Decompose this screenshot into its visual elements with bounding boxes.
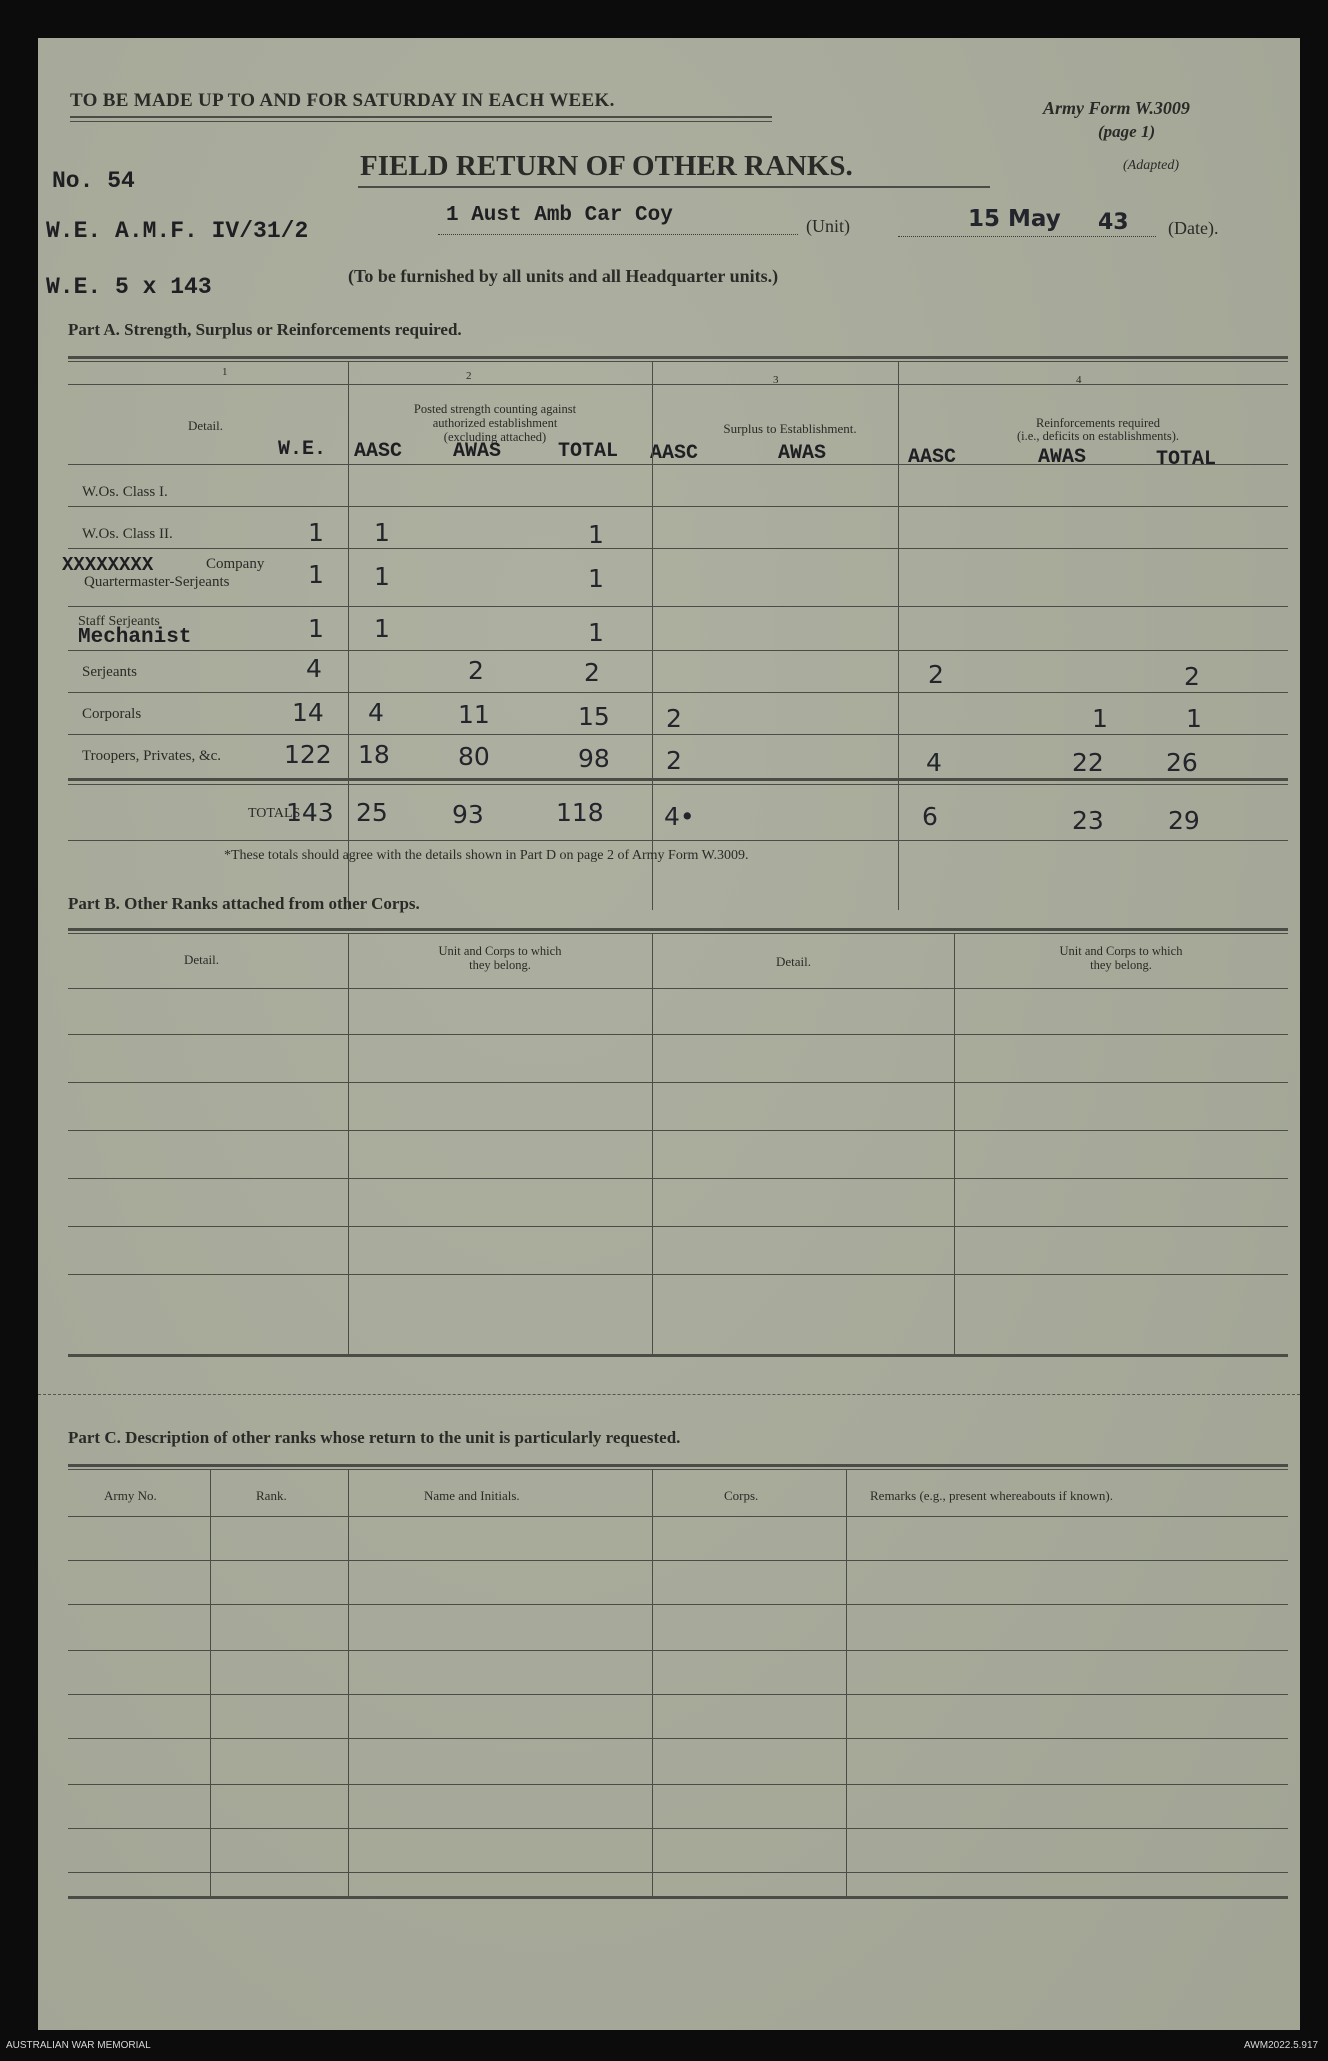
- serjeants-reinf-total: 2: [1184, 662, 1200, 691]
- form-page-label: (page 1): [1098, 122, 1156, 141]
- part-c-col-rank: Rank.: [256, 1488, 287, 1503]
- col-number-4: 4: [1076, 374, 1082, 386]
- unit-label: (Unit): [806, 216, 850, 236]
- troopers-reinf-awas: 22: [1072, 748, 1104, 777]
- header-posted-3: (excluding attached): [443, 430, 547, 444]
- part-c-vline-1: [210, 1470, 211, 1898]
- corporals-reinf-total: 1: [1186, 704, 1202, 733]
- col-number-rule: [68, 384, 1288, 385]
- header-detail: Detail.: [188, 418, 224, 433]
- totals-reinf-aasc: 6: [922, 802, 938, 831]
- row-label-strike: XXXXXXXX: [62, 554, 154, 576]
- totals-posted-awas: 93: [452, 800, 484, 829]
- row-label-troopers: Troopers, Privates, &c.: [82, 748, 222, 764]
- part-a-footnote: *These totals should agree with the details shown in Part D on page 2 of Army Form W.3009.: [224, 848, 749, 863]
- part-b-top-rule-2: [68, 933, 1288, 934]
- row-label-serjeants: Serjeants: [82, 664, 137, 680]
- mechanist-posted-aasc: 1: [374, 614, 390, 643]
- part-b-bottom-rule: [68, 1354, 1288, 1357]
- part-b-rule-7: [68, 1274, 1288, 1275]
- part-c-col-name: Name and Initials.: [424, 1488, 520, 1503]
- col-number-3: 3: [773, 374, 779, 386]
- totals-reinf-total: 29: [1168, 806, 1200, 835]
- part-b-col-unit-1a: Unit and Corps to which: [438, 944, 562, 958]
- part-c-vline-2: [348, 1470, 349, 1898]
- typed-posted-aasc: AASC: [354, 440, 403, 463]
- part-b-vline-3: [954, 934, 955, 1354]
- part-c-col-remarks: Remarks (e.g., present whereabouts if known).: [870, 1488, 1113, 1503]
- totals-posted-total: 118: [556, 798, 604, 827]
- part-b-col-detail-2: Detail.: [776, 954, 812, 969]
- corporals-posted-aasc: 4: [368, 698, 384, 727]
- tear-line: [38, 1394, 1300, 1395]
- row-label-cqms-2: Quartermaster-Serjeants: [84, 574, 230, 590]
- cqms-we: 1: [308, 560, 324, 589]
- we-amf-reference: W.E. A.M.F. IV/31/2: [46, 218, 309, 244]
- part-c-rule-8: [68, 1828, 1288, 1829]
- part-b-rule-3: [68, 1082, 1288, 1083]
- part-c-rule-6: [68, 1738, 1288, 1739]
- corporals-posted-total: 15: [578, 702, 610, 731]
- part-b-col-unit-1b: they belong.: [469, 958, 531, 972]
- corporals-reinf-awas: 1: [1092, 704, 1108, 733]
- part-c-rule-7: [68, 1784, 1288, 1785]
- part-c-vline-4: [846, 1470, 847, 1898]
- cqms-posted-total: 1: [588, 564, 604, 593]
- form-page: [38, 38, 1300, 2030]
- typed-posted-total: TOTAL: [558, 440, 619, 463]
- totals-label: TOTALS: [248, 806, 301, 821]
- row-rule-5: [68, 692, 1288, 693]
- form-name: Army Form W.3009: [1043, 98, 1190, 118]
- unit-underline: [438, 234, 798, 235]
- part-c-col-corps: Corps.: [724, 1488, 759, 1503]
- title-underline: [358, 186, 990, 188]
- part-b-title: Part B. Other Ranks attached from other Corps.: [68, 894, 420, 913]
- totals-we: 143: [286, 798, 334, 827]
- part-c-top-rule-2: [68, 1469, 1288, 1470]
- header-surplus: Surplus to Establishment.: [723, 421, 857, 436]
- part-c-rule-3: [68, 1604, 1288, 1605]
- wo2-posted-aasc: 1: [374, 518, 390, 547]
- row-rule-0: [68, 464, 1288, 465]
- part-c-col-army-no: Army No.: [104, 1488, 157, 1503]
- part-b-rule-2: [68, 1034, 1288, 1035]
- cqms-posted-aasc: 1: [374, 562, 390, 591]
- row-rule-1: [68, 506, 1288, 507]
- mechanist-we: 1: [308, 614, 324, 643]
- serjeants-we: 4: [306, 654, 322, 683]
- row-label-corporals: Corporals: [82, 706, 142, 722]
- instruction-underline: [70, 116, 772, 118]
- archive-credit: AUSTRALIAN WAR MEMORIAL: [6, 2040, 151, 2051]
- totals-posted-aasc: 25: [356, 798, 388, 827]
- part-b-col-unit-2a: Unit and Corps to which: [1059, 944, 1183, 958]
- row-rule-3: [68, 606, 1288, 607]
- part-a-vline-2: [652, 362, 653, 910]
- header-posted-2: authorized establishment: [432, 416, 558, 430]
- troopers-surplus-aasc: 2: [666, 746, 682, 775]
- row-label-wo2: W.Os. Class II.: [82, 526, 173, 542]
- typed-reinf-aasc: AASC: [908, 446, 957, 469]
- date-year: 43: [1098, 210, 1129, 235]
- troopers-posted-total: 98: [578, 744, 610, 773]
- part-b-rule-1: [68, 988, 1288, 989]
- header-reinf-2: (i.e., deficits on establishments).: [1016, 429, 1180, 443]
- wo2-posted-total: 1: [588, 520, 604, 549]
- typed-posted-awas: AWAS: [453, 440, 502, 463]
- part-c-vline-3: [652, 1470, 653, 1898]
- row-label-cqms-1: Company: [206, 556, 265, 572]
- date-underline: [898, 236, 1156, 237]
- wo2-we: 1: [308, 518, 324, 547]
- part-c-rule-4: [68, 1650, 1288, 1651]
- date-day: 15 May: [968, 206, 1061, 232]
- part-b-col-detail-1: Detail.: [184, 952, 220, 967]
- part-b-vline-1: [348, 934, 349, 1354]
- corporals-surplus-aasc: 2: [666, 704, 682, 733]
- part-c-top-rule: [68, 1464, 1288, 1467]
- row-rule-7: [68, 778, 1288, 781]
- row-label-wo1: W.Os. Class I.: [82, 484, 168, 500]
- part-b-top-rule: [68, 928, 1288, 931]
- totals-surplus-aasc: 4•: [664, 802, 695, 831]
- corporals-posted-awas: 11: [458, 700, 490, 729]
- troopers-reinf-aasc: 4: [926, 748, 942, 777]
- row-rule-2: [68, 548, 1288, 549]
- typed-surplus-aasc: AASC: [650, 442, 699, 465]
- part-a-vline-3: [898, 362, 899, 910]
- part-c-rule-1: [68, 1516, 1288, 1517]
- unit-value: 1 Aust Amb Car Coy: [446, 204, 673, 227]
- col-number-1: 1: [222, 366, 228, 378]
- part-c-rule-2: [68, 1560, 1288, 1561]
- serjeants-posted-total: 2: [584, 658, 600, 687]
- part-a-top-rule-2: [68, 361, 1288, 362]
- part-b-vline-2: [652, 934, 653, 1354]
- troopers-we: 122: [284, 740, 332, 769]
- part-b-rule-4: [68, 1130, 1288, 1131]
- typed-reinf-total: TOTAL: [1156, 448, 1217, 471]
- row-label-mechanist: Mechanist: [78, 626, 192, 649]
- part-a-title: Part A. Strength, Surplus or Reinforcements required.: [68, 320, 462, 339]
- furnish-note: (To be furnished by all units and all Headquarter units.): [348, 266, 779, 286]
- typed-reinf-awas: AWAS: [1038, 446, 1087, 469]
- troopers-posted-aasc: 18: [358, 740, 390, 769]
- part-c-rule-9: [68, 1872, 1288, 1873]
- troopers-posted-awas: 80: [458, 742, 490, 771]
- corporals-we: 14: [292, 698, 324, 727]
- typed-surplus-awas: AWAS: [778, 442, 827, 465]
- we-number: W.E. 5 x 143: [46, 274, 212, 300]
- troopers-reinf-total: 26: [1166, 748, 1198, 777]
- date-label: (Date).: [1168, 218, 1219, 238]
- totals-reinf-awas: 23: [1072, 806, 1104, 835]
- totals-bottom-rule: [68, 840, 1288, 841]
- part-a-vline-1: [348, 362, 349, 910]
- row-label-staff-serjeants: Staff Serjeants: [78, 614, 160, 629]
- adapted-label: (Adapted): [1123, 158, 1179, 173]
- instruction-text: TO BE MADE UP TO AND FOR SATURDAY IN EACH WEEK.: [70, 90, 615, 111]
- part-c-title: Part C. Description of other ranks whose return to the unit is particularly requested.: [68, 1428, 681, 1447]
- col-number-2: 2: [466, 370, 472, 382]
- instruction-underline-2: [70, 121, 772, 122]
- serjeants-reinf-aasc: 2: [928, 660, 944, 689]
- serjeants-posted-awas: 2: [468, 656, 484, 685]
- mechanist-posted-total: 1: [588, 618, 604, 647]
- part-b-col-unit-2b: they belong.: [1090, 958, 1152, 972]
- page-title: FIELD RETURN OF OTHER RANKS.: [360, 150, 853, 182]
- archive-reference: AWM2022.5.917: [1244, 2040, 1319, 2051]
- part-b-rule-6: [68, 1226, 1288, 1227]
- typed-we: W.E.: [278, 438, 327, 461]
- row-rule-7b: [68, 784, 1288, 785]
- part-c-rule-5: [68, 1694, 1288, 1695]
- row-rule-6: [68, 734, 1288, 735]
- row-rule-4: [68, 650, 1288, 651]
- part-c-bottom-rule: [68, 1896, 1288, 1899]
- header-posted-1: Posted strength counting against: [413, 402, 577, 416]
- part-a-top-rule: [68, 356, 1288, 359]
- header-reinf-1: Reinforcements required: [1036, 416, 1160, 430]
- part-b-rule-5: [68, 1178, 1288, 1179]
- form-number: No. 54: [52, 168, 135, 194]
